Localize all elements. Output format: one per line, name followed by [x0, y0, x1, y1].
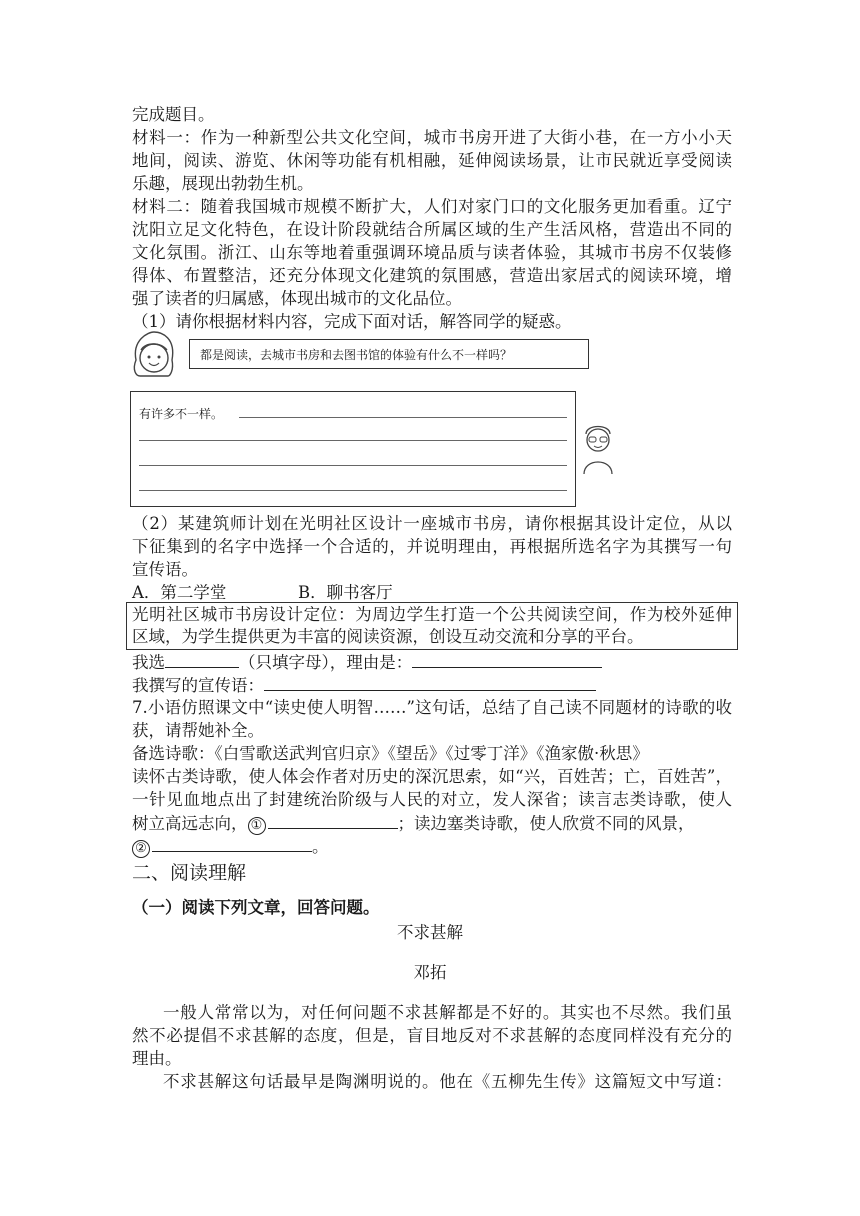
question-7-paragraph: 读怀古类诗歌，使人体会作者对历史的深沉思索，如“兴，百姓苦；亡，百姓苦”，	[132, 767, 732, 786]
paragraph-text: 。	[312, 837, 329, 856]
material-one-line: 地间，阅读、游览、休闲等功能有机相融，延伸阅读场景，让市民就近享受阅读	[132, 151, 732, 170]
article-paragraph: 一般人常常以为，对任何问题不求甚解都是不好的。其实也不尽然。我们虽	[163, 1003, 732, 1022]
subsection-heading: （一）阅读下列文章，回答问题。	[132, 898, 380, 917]
poem-options: 备选诗歌：《白雪歌送武判官归京》《望岳》《过零丁洋》《渔家傲·秋思》	[132, 744, 649, 763]
choose-reason-label: （只填字母），理由是：	[239, 653, 413, 672]
article-paragraph: 理由。	[132, 1049, 182, 1068]
material-two-line: 强了读者的归属感，体现出城市的文化品位。	[132, 289, 462, 308]
section-heading: 二、阅读理解	[132, 862, 247, 884]
dialog-answer-start: 有许多不一样。	[139, 407, 224, 421]
blank-one[interactable]	[268, 812, 398, 829]
answer-line[interactable]	[139, 440, 567, 441]
material-two-line: 沈阳立足文化特色，在设计阶段就结合所属区域的生产生活风格，营造出不同的	[132, 220, 732, 239]
question-7-line: 获，请帮她补全。	[132, 721, 264, 740]
option-a: A．第二学堂	[132, 583, 227, 602]
slogan-line	[132, 674, 596, 697]
question-2-line: （2）某建筑师计划在光明社区设计一座城市书房，请你根据其设计定位，从以	[132, 514, 732, 533]
question-7-paragraph	[132, 835, 329, 858]
answer-line[interactable]	[139, 465, 567, 466]
article-author: 邓拓	[413, 963, 447, 982]
article-title: 不求甚解	[397, 923, 463, 942]
answer-line[interactable]	[139, 490, 567, 491]
answer-line[interactable]	[239, 417, 567, 418]
article-paragraph: 不求甚解这句话最早是陶渊明说的。他在《五柳先生传》这篇短文中写道：	[163, 1072, 732, 1091]
boy-avatar-icon	[578, 420, 618, 476]
slogan-label: 我撰写的宣传语：	[132, 676, 264, 695]
material-two-line: 材料二：随着我国城市规模不断扩大，人们对家门口的文化服务更加看重。辽宁	[132, 197, 732, 216]
letter-blank[interactable]	[165, 651, 239, 668]
design-line: 区域，为学生提供更为丰富的阅读资源，创设互动交流和分享的平台。	[132, 627, 644, 646]
design-line: 光明社区城市书房设计定位：为周边学生打造一个公共阅读空间，作为校外延伸	[132, 605, 732, 624]
material-one-line: 材料一：作为一种新型公共文化空间，城市书房开进了大街小巷，在一方小小天	[132, 128, 732, 147]
circle-one-icon: ①	[248, 817, 266, 835]
paragraph-text: ；读边塞类诗歌，使人欣赏不同的风景，	[397, 814, 695, 833]
slogan-blank[interactable]	[264, 674, 596, 691]
question-speech-bubble	[189, 339, 589, 369]
answer-box	[130, 391, 576, 507]
question-2-line: 宣传语。	[132, 560, 198, 579]
design-position-box	[126, 602, 738, 650]
question-7-line: 7.小语仿照课文中“读史使人明智……”这句话，总结了自己读不同题材的诗歌的收	[132, 698, 732, 717]
circle-two-icon: ②	[132, 840, 150, 858]
material-two-line: 得体、布置整洁，还充分体现文化建筑的氛围感，营造出家居式的阅读环境，增	[132, 266, 732, 285]
dialog-question: 都是阅读，去城市书房和去图书馆的体验有什么不一样吗？	[200, 348, 513, 362]
choose-prefix: 我选	[132, 653, 165, 672]
girl-avatar-icon	[128, 330, 180, 380]
material-one-line: 乐趣，展现出勃勃生机。	[132, 174, 314, 193]
intro-text: 完成题目。	[132, 105, 215, 124]
option-b: B．聊书客厅	[298, 583, 393, 602]
paragraph-text: 树立高远志向，	[132, 814, 248, 833]
question-1: （1）请你根据材料内容，完成下面对话，解答同学的疑惑。	[132, 312, 572, 331]
material-two-line: 文化氛围。浙江、山东等地着重强调环境品质与读者体验，其城市书房不仅装修	[132, 243, 732, 262]
question-7-paragraph: 一针见血地点出了封建统治阶级与人民的对立，发人深省；读言志类诗歌，使人	[132, 790, 732, 809]
choose-line	[132, 651, 602, 674]
blank-two[interactable]	[152, 835, 312, 852]
reason-blank[interactable]	[412, 651, 602, 668]
article-paragraph: 然不必提倡不求甚解的态度，但是，盲目地反对不求甚解的态度同样没有充分的	[132, 1026, 732, 1045]
question-7-paragraph	[132, 812, 695, 835]
question-2-line: 下征集到的名字中选择一个合适的，并说明理由，再根据所选名字为其撰写一句	[132, 537, 732, 556]
